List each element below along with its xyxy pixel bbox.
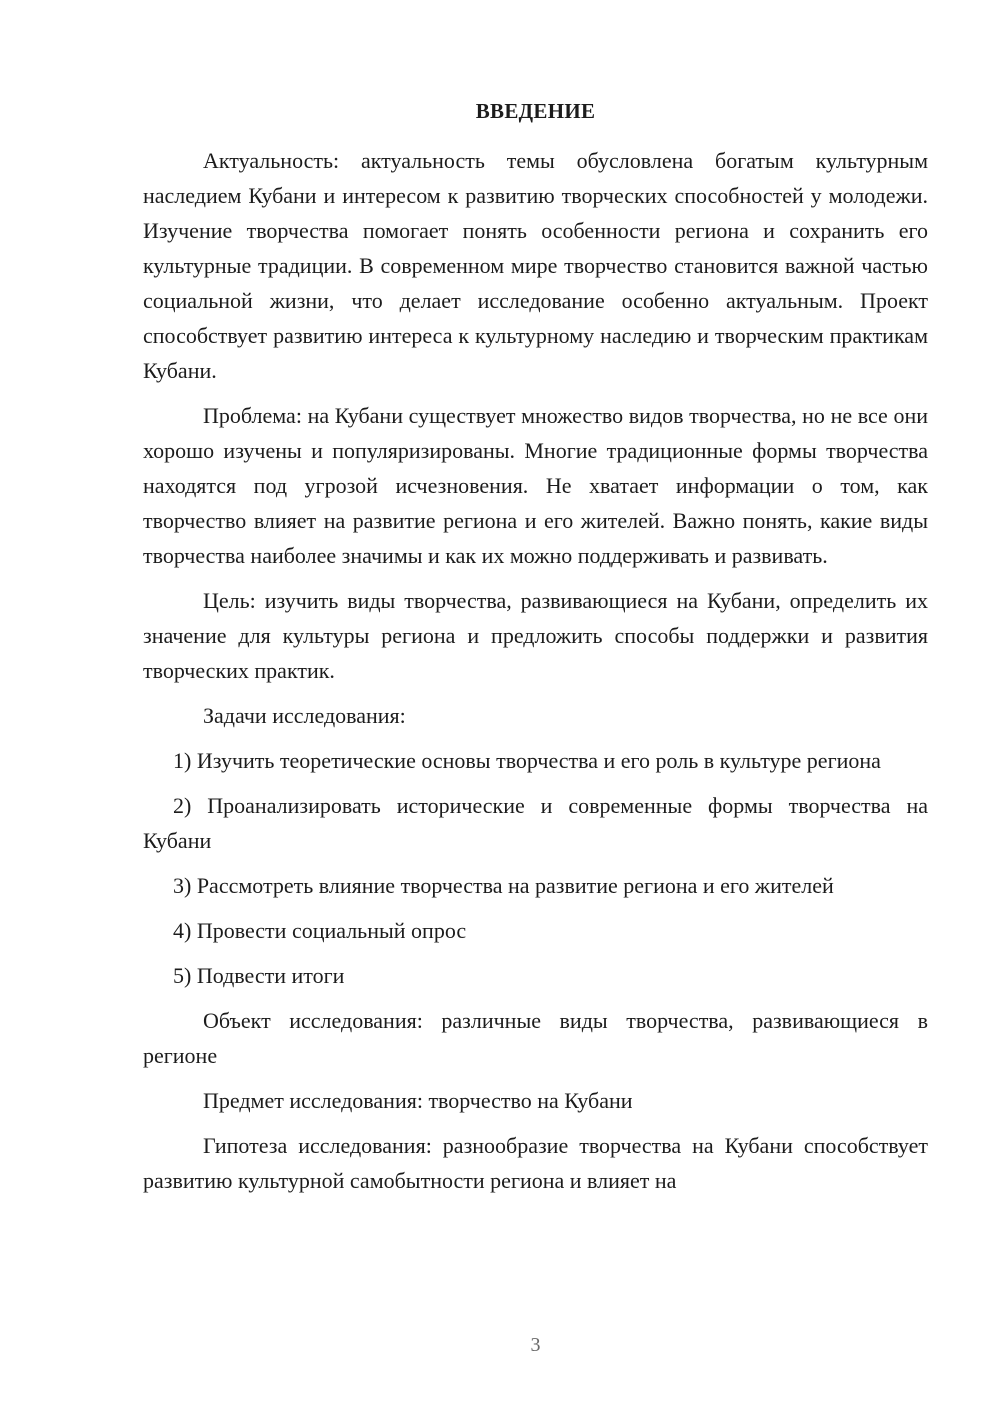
document-body (143, 143, 928, 1198)
page-heading: ВВЕДЕНИЕ (475, 99, 596, 123)
task-item-5: 5) Подвести итоги (173, 963, 345, 988)
page-number: 3 (530, 1334, 541, 1356)
goal-paragraph: Цель: изучить виды творчества, развивающиеся на Кубани, определить их значение для культуры региона и предложить способы поддержки и развития творческих практик. (143, 588, 928, 683)
relevance-paragraph: Актуальность: актуальность темы обусловлена богатым культурным наследием Кубани и интересом к развитию творческих способностей у молодежи. Изучение творчества помогает понять особенности региона и сохранить его культурные традиции. В современном мире творчество становится важной частью социальной жизни, что делает исследование особенно актуальным. Проект способствует развитию интереса к культурному наследию и творческим практикам Кубани. (143, 148, 928, 383)
tasks-title: Задачи исследования: (203, 703, 406, 728)
hypothesis-paragraph: Гипотеза исследования: разнообразие творчества на Кубани способствует развитию культурной самобытности региона и влияет на (143, 1133, 928, 1193)
object-paragraph: Объект исследования: различные виды творчества, развивающиеся в регионе (143, 1008, 928, 1068)
subject-paragraph: Предмет исследования: творчество на Кубани (203, 1088, 633, 1113)
task-item-3: 3) Рассмотреть влияние творчества на развитие региона и его жителей (173, 873, 834, 898)
task-item-1: 1) Изучить теоретические основы творчества и его роль в культуре региона (173, 748, 881, 773)
tasks-list (143, 743, 928, 993)
problem-paragraph: Проблема: на Кубани существует множество видов творчества, но не все они хорошо изучены и популяризированы. Многие традиционные формы творчества находятся под угрозой исчезновения. Не хватает информации о том, как творчество влияет на развитие региона и его жителей. Важно понять, какие виды творчества наиболее значимы и как их можно поддерживать и развивать. (143, 403, 928, 568)
task-item-2: 2) Проанализировать исторические и современные формы творчества на Кубани (143, 793, 928, 853)
task-item-4: 4) Провести социальный опрос (173, 918, 467, 943)
